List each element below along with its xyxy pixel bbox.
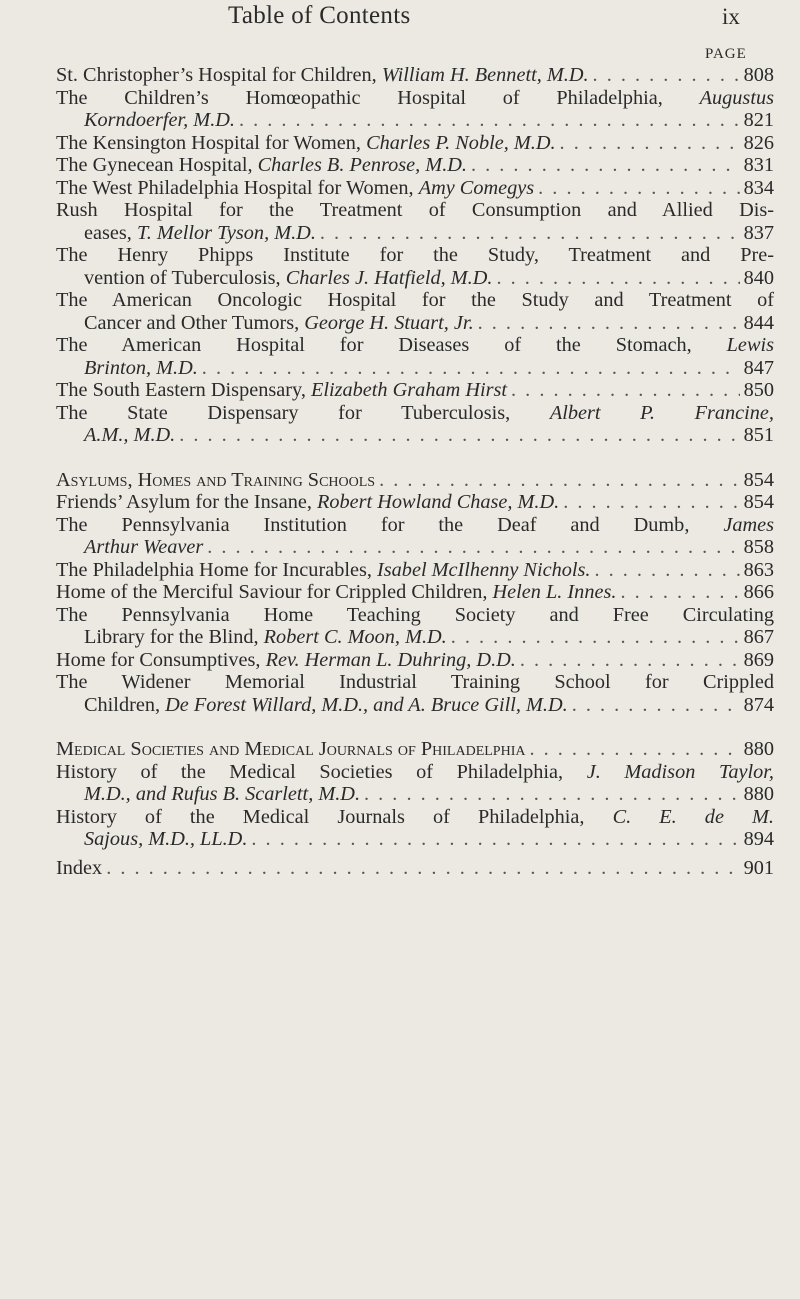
toc-entry[interactable]: The Widener Memorial Industrial Training School for Crippled Children, De Forest Willard, M.D., and A. Bruce Gill, M.D. . . . 874 — [56, 671, 774, 716]
toc-entry[interactable]: The South Eastern Dispensary, Elizabeth Graham Hirst . . . 850 — [56, 379, 774, 402]
toc-entry[interactable]: The Philadelphia Home for Incurables, Isabel McIlhenny Nichols. . . . 863 — [56, 559, 774, 582]
page-number: 867 — [743, 626, 774, 648]
table-of-contents — [56, 64, 774, 879]
page-number: 840 — [743, 266, 774, 289]
page-number: 854 — [743, 491, 774, 513]
toc-entry[interactable]: The American Oncologic Hospital for the Study and Treatment of Cancer and Other Tumors, George H. Stuart, Jr. . . . 844 — [56, 289, 774, 334]
page-number: 831 — [743, 154, 774, 176]
toc-entry[interactable]: Rush Hospital for the Treatment of Consumption and Allied Dis- eases, T. Mellor Tyson, M.D. . . . 837 — [56, 199, 774, 244]
running-title: Table of Contents — [228, 2, 411, 29]
toc-entry[interactable]: History of the Medical Societies of Philadelphia, J. Madison Taylor, M.D., and Rufus B. Scarlett, M.D. . . . 880 — [56, 761, 774, 806]
toc-entry[interactable]: St. Christopher’s Hospital for Children, William H. Bennett, M.D. . . . 808 — [56, 64, 774, 87]
toc-section-heading[interactable]: Medical Societies and Medical Journals of Philadelphia . . . 880 — [56, 738, 774, 761]
toc-entry[interactable]: The Gynecean Hospital, Charles B. Penrose, M.D. . . . 831 — [56, 154, 774, 177]
page-number: 808 — [743, 64, 774, 86]
page-number: 851 — [743, 424, 774, 446]
folio: ix — [722, 4, 740, 29]
toc-entry[interactable]: Home of the Merciful Saviour for Crippled Children, Helen L. Innes. . . . 866 — [56, 581, 774, 604]
toc-entry[interactable]: The Pennsylvania Institution for the Deaf and Dumb, James Arthur Weaver . . . 858 — [56, 514, 774, 559]
page-number: 894 — [743, 828, 774, 850]
toc-entry[interactable]: The Children’s Homœopathic Hospital of Philadelphia, Augustus Korndoerfer, M.D. . . . 821 — [56, 87, 774, 132]
page-number: 901 — [743, 856, 774, 879]
toc-entry[interactable]: The Pennsylvania Home Teaching Society and Free Circulating Library for the Blind, Robert C. Moon, M.D. . . . 867 — [56, 604, 774, 649]
page-number: 847 — [743, 356, 774, 379]
toc-entry[interactable]: The State Dispensary for Tuberculosis, Albert P. Francine, A.M., M.D. . . . 851 — [56, 402, 774, 447]
page-number: 869 — [743, 648, 774, 671]
page-number: 854 — [743, 468, 774, 491]
page-number: 880 — [743, 738, 774, 760]
page-number: 858 — [743, 536, 774, 558]
page-number: 863 — [743, 558, 774, 581]
toc-entry[interactable]: Home for Consumptives, Rev. Herman L. Duhring, D.D. . . . 869 — [56, 649, 774, 672]
page-number: 866 — [743, 581, 774, 603]
toc-entry[interactable]: The Kensington Hospital for Women, Charles P. Noble, M.D. . . . 826 — [56, 132, 774, 155]
toc-entry[interactable]: The West Philadelphia Hospital for Women, Amy Comegys . . . 834 — [56, 177, 774, 200]
toc-entry[interactable]: The Henry Phipps Institute for the Study, Treatment and Pre- vention of Tuberculosis, Charles J. Hatfield, M.D. . . . 840 — [56, 244, 774, 289]
page-number: 874 — [743, 693, 774, 716]
toc-entry[interactable]: Friends’ Asylum for the Insane, Robert Howland Chase, M.D. . . . 854 — [56, 491, 774, 514]
running-header — [0, 2, 800, 38]
page-number: 826 — [743, 131, 774, 154]
page-number: 837 — [743, 221, 774, 244]
page-column-label: PAGE — [705, 46, 747, 62]
toc-entry[interactable]: History of the Medical Journals of Philadelphia, C. E. de M. Sajous, M.D., LL.D. . . . 894 — [56, 806, 774, 851]
page-number: 850 — [743, 379, 774, 401]
toc-section-heading[interactable]: Asylums, Homes and Training Schools . . . 854 — [56, 469, 774, 492]
page-number: 844 — [743, 311, 774, 334]
page-number: 880 — [743, 783, 774, 805]
toc-index-entry[interactable]: Index . . . 901 — [56, 857, 774, 880]
toc-entry[interactable]: The American Hospital for Diseases of the Stomach, Lewis Brinton, M.D. . . . 847 — [56, 334, 774, 379]
page-number: 834 — [743, 176, 774, 199]
page-number: 821 — [743, 109, 774, 131]
